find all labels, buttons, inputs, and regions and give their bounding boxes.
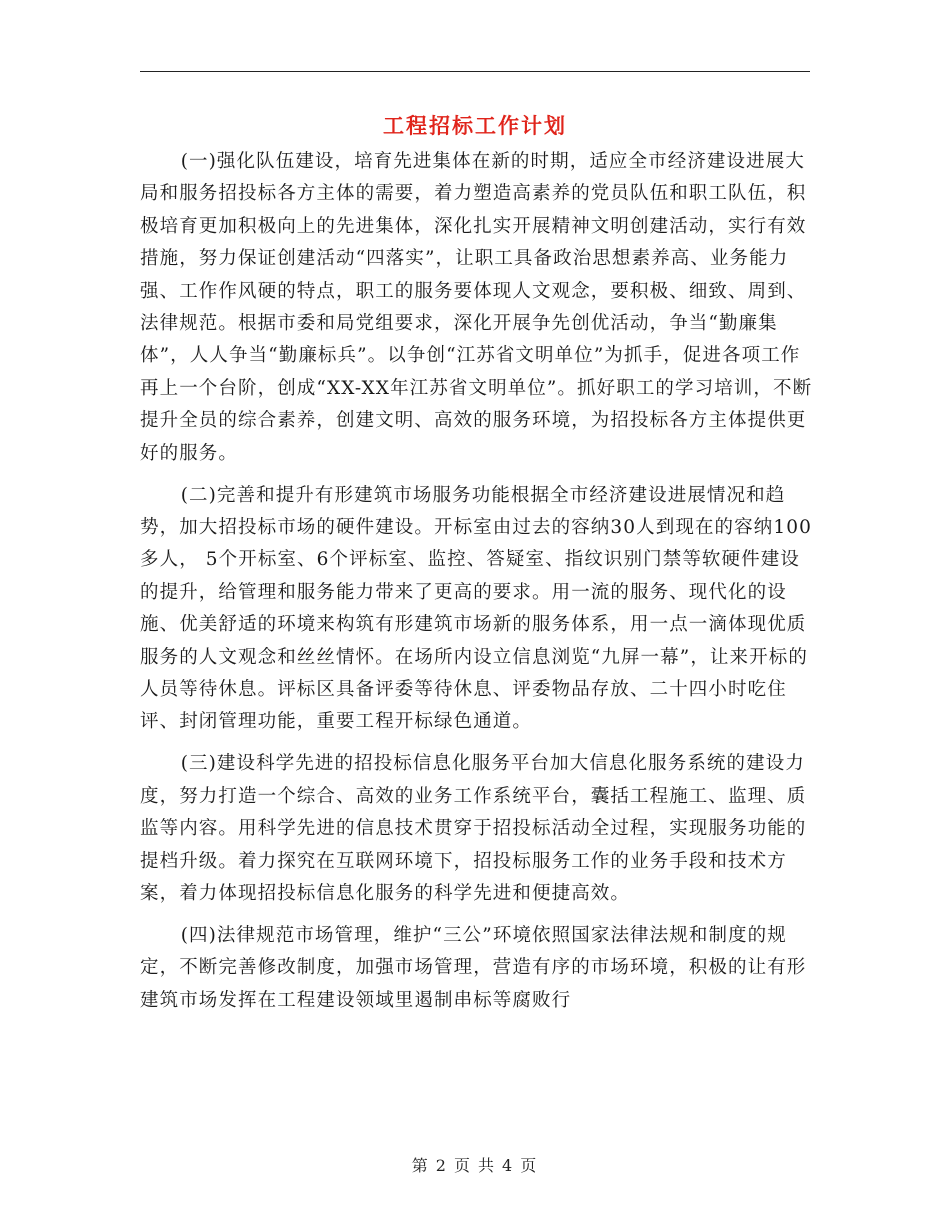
footer-total-label: 共 [478,1156,497,1175]
page-number-footer [0,1153,950,1176]
document-title: 工程招标工作计划 [383,113,567,138]
footer-total-pages: 4 [502,1156,515,1175]
footer-page-unit: 页 [453,1156,472,1175]
paragraph-2: (二)完善和提升有形建筑市场服务功能根据全市经济建设进展情况和趋势，加大招投标市场的硬件建设。开标室由过去的容纳30人到现在的容纳100多人， 5个开标室、6个评标室、监控、答疑室、指纹识别门禁等软硬件建设的提升，给管理和服务能力带来了更高的要求。用一流的服务、现代化的设施、优美舒适的环境来构筑有形建筑市场新的服务体系，用一点一滴体现优质服务的人文观念和丝丝情怀。在场所内设立信息浏览“九屏一幕”，让来开标的人员等待休息。评标区具备评委等待休息、评委物品存放、二十四小时吃住评、封闭管理功能，重要工程开标绿色通道。 [140,484,812,733]
header-rule [140,71,810,72]
paragraph-3: (三)建设科学先进的招投标信息化服务平台加大信息化服务系统的建设力度，努力打造一个综合、高效的业务工作系统平台，囊括工程施工、监理、质监等内容。用科学先进的信息技术贯穿于招投标活动全过程，实现服务功能的提档升级。着力探究在互联网环境下，招投标服务工作的业务手段和技术方案，着力体现招投标信息化服务的科学先进和便捷高效。 [140,753,807,904]
document-body [140,146,817,1027]
footer-current-page: 2 [435,1156,448,1175]
paragraph-4: (四)法律规范市场管理，维护“三公”环境依照国家法律法规和制度的规定，不断完善修改制度，加强市场管理，营造有序的市场环境，积极的让有形建筑市场发挥在工程建设领域里遏制串标等腐败行 [140,924,807,1011]
footer-page-unit-end: 页 [520,1156,539,1175]
footer-page-label: 第 [411,1156,430,1175]
paragraph-1: (一)强化队伍建设，培育先进集体在新的时期，适应全市经济建设进展大局和服务招投标各方主体的需要，着力塑造高素养的党员队伍和职工队伍，积极培育更加积极向上的先进集体，深化扎实开展精神文明创建活动，实行有效措施，努力保证创建活动“四落实”，让职工具备政治思想素养高、业务能力强、工作作风硬的特点，职工的服务要体现人文观念，要积极、细致、周到、法律规范。根据市委和局党组要求，深化开展争先创优活动，争当“勤廉集体”，人人争当“勤廉标兵”。以争创“江苏省文明单位”为抓手，促进各项工作再上一个台阶，创成“XX-XX年江苏省文明单位”。抓好职工的学习培训，不断提升全员的综合素养，创建文明、高效的服务环境，为招投标各方主体提供更好的服务。 [140,151,813,464]
